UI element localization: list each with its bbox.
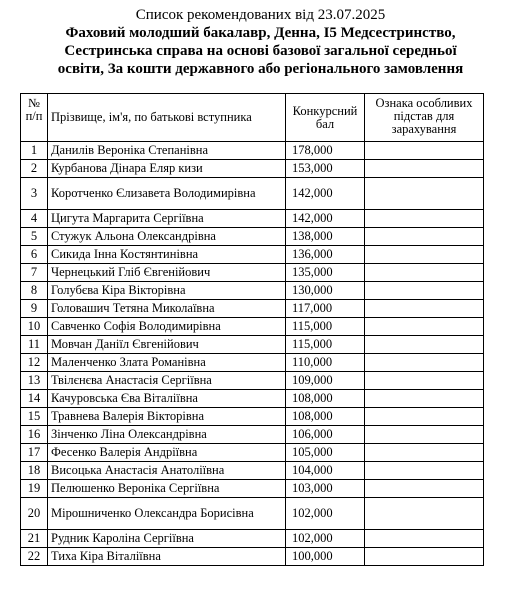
table-row (21, 408, 484, 426)
applicant-name: Травнева Валерія Вікторівна (48, 408, 286, 426)
applicant-name: Коротченко Єлизавета Володимирівна (48, 178, 286, 210)
table-row (21, 318, 484, 336)
applicant-name: Головашич Тетяна Миколаївна (48, 300, 286, 318)
competition-score: 108,000 (286, 390, 365, 408)
applicant-name: Висоцька Анастасія Анатоліївна (48, 462, 286, 480)
table-row (21, 228, 484, 246)
applicant-name: Савченко Софія Володимирівна (48, 318, 286, 336)
row-number: 15 (21, 408, 48, 426)
row-number: 7 (21, 264, 48, 282)
page-title: Список рекомендованих від 23.07.2025 (135, 7, 386, 23)
subtitle-line-3: освіти, За кошти державного або регіонального замовлення (57, 61, 464, 77)
table-row (21, 462, 484, 480)
table-row (21, 210, 484, 228)
subtitle-line-2: Сестринська справа на основі базової загальної середньої (64, 43, 457, 59)
competition-score: 115,000 (286, 318, 365, 336)
competition-score: 109,000 (286, 372, 365, 390)
special-grounds-note (365, 228, 484, 246)
competition-score: 103,000 (286, 480, 365, 498)
row-number: 18 (21, 462, 48, 480)
special-grounds-note (365, 264, 484, 282)
table-row (21, 336, 484, 354)
column-header-note: Ознака особливих підстав для зарахування (365, 94, 484, 142)
special-grounds-note (365, 480, 484, 498)
competition-score: 142,000 (286, 178, 365, 210)
row-number: 21 (21, 530, 48, 548)
subtitle-line-1: Фаховий молодший бакалавр, Денна, I5 Медсестринство, (65, 25, 456, 41)
row-number: 5 (21, 228, 48, 246)
table-row (21, 548, 484, 566)
competition-score: 135,000 (286, 264, 365, 282)
row-number: 6 (21, 246, 48, 264)
competition-score: 117,000 (286, 300, 365, 318)
table-row (21, 530, 484, 548)
table-row (21, 372, 484, 390)
special-grounds-note (365, 530, 484, 548)
competition-score: 108,000 (286, 408, 365, 426)
applicant-name: Голубєва Кіра Вікторівна (48, 282, 286, 300)
row-number: 11 (21, 336, 48, 354)
row-number: 17 (21, 444, 48, 462)
table-header-row (21, 94, 484, 142)
table-row (21, 354, 484, 372)
applicant-name: Курбанова Дінара Еляр кизи (48, 160, 286, 178)
applicant-name: Рудник Кароліна Сергіївна (48, 530, 286, 548)
row-number: 4 (21, 210, 48, 228)
competition-score: 136,000 (286, 246, 365, 264)
applicant-name: Тиха Кіра Віталіївна (48, 548, 286, 566)
applicant-name: Чернецький Гліб Євгенійович (48, 264, 286, 282)
applicant-name: Зінченко Ліна Олександрівна (48, 426, 286, 444)
special-grounds-note (365, 246, 484, 264)
row-number: 14 (21, 390, 48, 408)
table-row (21, 142, 484, 160)
special-grounds-note (365, 444, 484, 462)
special-grounds-note (365, 160, 484, 178)
special-grounds-note (365, 178, 484, 210)
table-row (21, 444, 484, 462)
table-row (21, 480, 484, 498)
table-row (21, 160, 484, 178)
applicant-name: Маленченко Злата Романівна (48, 354, 286, 372)
table-row (21, 426, 484, 444)
special-grounds-note (365, 408, 484, 426)
row-number: 2 (21, 160, 48, 178)
applicant-name: Сикида Інна Костянтинівна (48, 246, 286, 264)
applicant-name: Твілєнєва Анастасія Сергіївна (48, 372, 286, 390)
special-grounds-note (365, 210, 484, 228)
applicant-name: Стужук Альона Олександрівна (48, 228, 286, 246)
table-row (21, 246, 484, 264)
special-grounds-note (365, 426, 484, 444)
applicant-name: Данилів Вероніка Степанівна (48, 142, 286, 160)
applicant-name: Цигута Маргарита Сергіївна (48, 210, 286, 228)
table-row (21, 498, 484, 530)
competition-score: 153,000 (286, 160, 365, 178)
applicant-name: Мірошниченко Олександра Борисівна (48, 498, 286, 530)
special-grounds-note (365, 372, 484, 390)
competition-score: 115,000 (286, 336, 365, 354)
column-header-score: Конкурсний бал (286, 94, 365, 142)
competition-score: 110,000 (286, 354, 365, 372)
table-body (21, 142, 484, 566)
table-row (21, 390, 484, 408)
table-row (21, 282, 484, 300)
row-number: 19 (21, 480, 48, 498)
special-grounds-note (365, 462, 484, 480)
special-grounds-note (365, 336, 484, 354)
table-row (21, 300, 484, 318)
applicant-name: Фесенко Валерія Андріївна (48, 444, 286, 462)
row-number: 20 (21, 498, 48, 530)
column-header-name: Прізвище, ім'я, по батькові вступника (48, 94, 286, 142)
special-grounds-note (365, 498, 484, 530)
row-number: 12 (21, 354, 48, 372)
special-grounds-note (365, 318, 484, 336)
applicant-name: Мовчан Даніїл Євгенійович (48, 336, 286, 354)
row-number: 8 (21, 282, 48, 300)
competition-score: 130,000 (286, 282, 365, 300)
column-header-num: № п/п (21, 94, 48, 142)
row-number: 9 (21, 300, 48, 318)
competition-score: 100,000 (286, 548, 365, 566)
special-grounds-note (365, 282, 484, 300)
special-grounds-note (365, 390, 484, 408)
competition-score: 106,000 (286, 426, 365, 444)
table-row (21, 178, 484, 210)
special-grounds-note (365, 354, 484, 372)
competition-score: 138,000 (286, 228, 365, 246)
competition-score: 102,000 (286, 498, 365, 530)
special-grounds-note (365, 300, 484, 318)
row-number: 1 (21, 142, 48, 160)
applicants-table (20, 93, 484, 566)
special-grounds-note (365, 548, 484, 566)
competition-score: 142,000 (286, 210, 365, 228)
row-number: 13 (21, 372, 48, 390)
competition-score: 178,000 (286, 142, 365, 160)
row-number: 16 (21, 426, 48, 444)
competition-score: 102,000 (286, 530, 365, 548)
table-row (21, 264, 484, 282)
competition-score: 105,000 (286, 444, 365, 462)
row-number: 10 (21, 318, 48, 336)
row-number: 22 (21, 548, 48, 566)
special-grounds-note (365, 142, 484, 160)
applicant-name: Качуровська Єва Віталіївна (48, 390, 286, 408)
applicant-name: Пелюшенко Вероніка Сергіївна (48, 480, 286, 498)
row-number: 3 (21, 178, 48, 210)
competition-score: 104,000 (286, 462, 365, 480)
